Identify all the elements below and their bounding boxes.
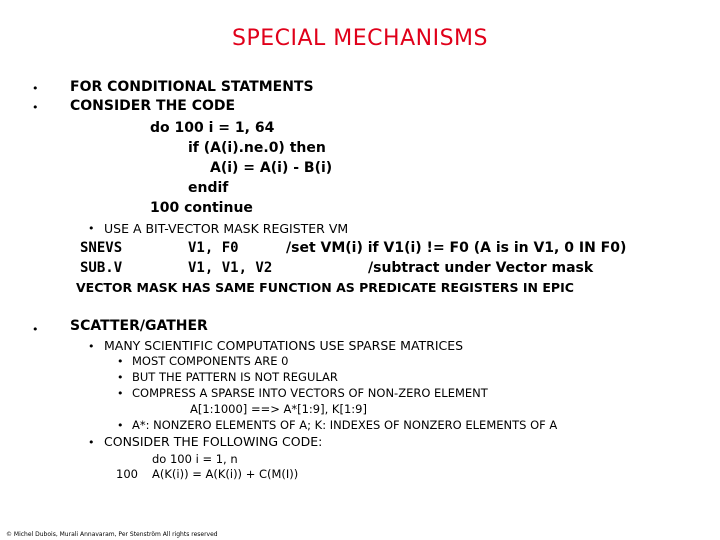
- bullet-dot: •: [88, 340, 95, 353]
- bullet-dot: •: [88, 436, 95, 449]
- instr-args: V1, V1, V2: [188, 260, 273, 276]
- scatter-indent: A[1:1000] ==> A*[1:9], K[1:9]: [190, 402, 367, 416]
- bullet-dot: •: [117, 387, 124, 400]
- code2-label: 100: [116, 467, 138, 481]
- bullet-dot: •: [117, 371, 124, 384]
- code-line: endif: [188, 180, 229, 196]
- code2-line: A(K(i)) = A(K(i)) + C(M(I)): [152, 467, 299, 481]
- code-line: 100 continue: [150, 200, 253, 216]
- scatter-item: MOST COMPONENTS ARE 0: [132, 354, 289, 368]
- instr-comment: /subtract under Vector mask: [368, 260, 594, 276]
- bullet-dot: •: [117, 419, 124, 432]
- scatter-item: COMPRESS A SPARSE INTO VECTORS OF NON-ZERO ELEMENT: [132, 386, 488, 400]
- instr-comment: /set VM(i) if V1(i) != F0 (A is in V1, 0 IN F0): [286, 240, 627, 256]
- copyright-footer: © Michel Dubois, Murali Annavaram, Per Stenström All rights reserved: [6, 531, 218, 538]
- instr-op: SUB.V: [80, 260, 123, 276]
- bullet-conditional: FOR CONDITIONAL STATMENTS: [70, 79, 314, 95]
- bullet-dot: •: [32, 323, 39, 336]
- slide-title: SPECIAL MECHANISMS: [232, 26, 488, 51]
- bullet-consider-code: CONSIDER THE CODE: [70, 98, 236, 114]
- code2-line: do 100 i = 1, n: [152, 452, 238, 466]
- code-line: do 100 i = 1, 64: [150, 120, 275, 136]
- instr-args: V1, F0: [188, 240, 239, 256]
- epic-note: VECTOR MASK HAS SAME FUNCTION AS PREDICATE REGISTERS IN EPIC: [76, 280, 574, 295]
- bullet-dot: •: [88, 222, 95, 235]
- scatter-item: A*: NONZERO ELEMENTS OF A; K: INDEXES OF NONZERO ELEMENTS OF A: [132, 418, 558, 432]
- bullet-dot: •: [32, 82, 39, 95]
- scatter-item: BUT THE PATTERN IS NOT REGULAR: [132, 370, 338, 384]
- code-line: A(i) = A(i) - B(i): [210, 160, 333, 176]
- bullet-dot: •: [32, 101, 39, 114]
- code-line: if (A(i).ne.0) then: [188, 140, 326, 156]
- vm-bullet: USE A BIT-VECTOR MASK REGISTER VM: [104, 221, 349, 236]
- scatter-heading: SCATTER/GATHER: [70, 318, 208, 334]
- scatter-sub1: MANY SCIENTIFIC COMPUTATIONS USE SPARSE MATRICES: [104, 338, 464, 353]
- instr-op: SNEVS: [80, 240, 123, 256]
- bullet-dot: •: [117, 355, 124, 368]
- scatter-sub2: CONSIDER THE FOLLOWING CODE:: [104, 434, 323, 449]
